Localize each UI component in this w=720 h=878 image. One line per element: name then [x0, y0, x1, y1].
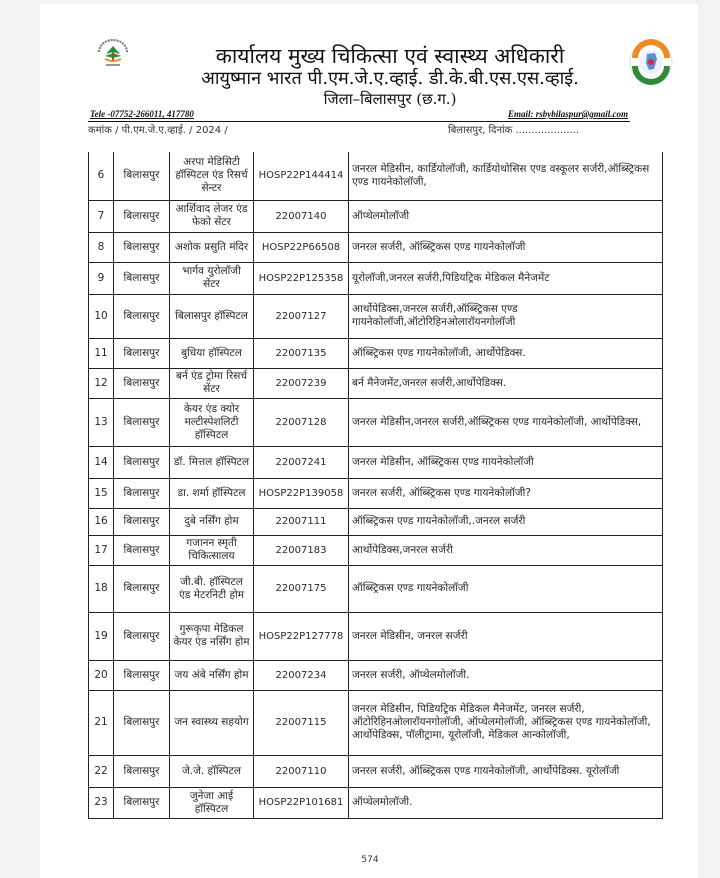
- serial-number-cell: 8: [89, 232, 114, 262]
- hospital-name-cell: जे.जे. हॉस्पिटल: [170, 755, 254, 787]
- specialities-cell: जनरल सर्जरी, ऑप्थेलमोलॉजी.: [349, 660, 663, 690]
- hospital-name-cell: गुरूकृपा मेडिकल केयर एंड नर्सिंग होम: [170, 612, 254, 660]
- hospital-name-cell: आर्शिवाद लेजर एंड फेको सेंटर: [170, 200, 254, 232]
- page-number: 574: [361, 855, 379, 865]
- serial-number-cell: 6: [89, 152, 114, 200]
- hospital-code-cell: 22007110: [254, 755, 349, 787]
- district-cell: बिलासपुर: [114, 294, 170, 338]
- specialities-cell: आर्थोपेडिक्स,जनरल सर्जरी: [349, 535, 663, 565]
- serial-number-cell: 13: [89, 398, 114, 446]
- reference-number: कमांक / पी.एम.जे.ए.व्हाई. / 2024 /: [88, 125, 228, 136]
- table-row: [89, 660, 663, 690]
- hospital-name-cell: बर्न एंड ट्रोमा रिसर्च सेंटर: [170, 368, 254, 398]
- document-page: [40, 4, 698, 878]
- district-cell: बिलासपुर: [114, 787, 170, 818]
- hospital-code-cell: 22007175: [254, 565, 349, 612]
- district-cell: बिलासपुर: [114, 755, 170, 787]
- serial-number-cell: 14: [89, 446, 114, 478]
- hospital-code-cell: 22007111: [254, 508, 349, 535]
- hospital-name-cell: दुबे नर्सिंग होम: [170, 508, 254, 535]
- hospital-name-cell: जन स्वास्थ्य सहयोग: [170, 690, 254, 755]
- serial-number-cell: 7: [89, 200, 114, 232]
- table-row: [89, 294, 663, 338]
- hospital-name-cell: बुधिया हॉस्पिटल: [170, 338, 254, 368]
- serial-number-cell: 9: [89, 262, 114, 294]
- serial-number-cell: 16: [89, 508, 114, 535]
- serial-number-cell: 12: [89, 368, 114, 398]
- hospital-code-cell: HOSP22P139058: [254, 478, 349, 508]
- office-title: कार्यालय मुख्य चिकित्सा एवं स्वास्थ्य अधिकारी: [215, 44, 565, 68]
- hospital-code-cell: 22007115: [254, 690, 349, 755]
- specialities-cell: आर्थोपेडिक्स,जनरल सर्जरी,ऑब्स्ट्रिकस एण्ड गायनेकोलॉजी,ऑटोरिहिनओलारॉयनगोलॉजी: [349, 294, 663, 338]
- district-cell: बिलासपुर: [114, 200, 170, 232]
- hospital-name-cell: डॉ. मित्तल हॉस्पिटल: [170, 446, 254, 478]
- table-row: [89, 690, 663, 755]
- hospital-code-cell: 22007140: [254, 200, 349, 232]
- hospital-code-cell: HOSP22P127778: [254, 612, 349, 660]
- serial-number-cell: 21: [89, 690, 114, 755]
- hospital-code-cell: HOSP22P66508: [254, 232, 349, 262]
- serial-number-cell: 18: [89, 565, 114, 612]
- specialities-cell: जनरल मेडिसीन,जनरल सर्जरी,ऑब्स्ट्रिकस एण्ड गायनेकोलॉजी, आर्थोपेडिक्स,: [349, 398, 663, 446]
- specialities-cell: यूरोलॉजी,जनरल सर्जरी,पिडियट्रिक मेडिकल मैनेजमेंट: [349, 262, 663, 294]
- hospital-name-cell: केयर एंड क्योर मल्टीस्पेशलिटी हॉस्पिटल: [170, 398, 254, 446]
- hospital-code-cell: 22007241: [254, 446, 349, 478]
- specialities-cell: ऑब्स्ट्रिकस एण्ड गायनेकोलॉजी,.जनरल सर्जरी: [349, 508, 663, 535]
- specialities-cell: ऑप्थेलमोलॉजी.: [349, 787, 663, 818]
- specialities-cell: ऑब्स्ट्रिकस एण्ड गायनेकोलॉजी: [349, 565, 663, 612]
- table-row: [89, 398, 663, 446]
- district-cell: बिलासपुर: [114, 368, 170, 398]
- district-cell: बिलासपुर: [114, 690, 170, 755]
- table-row: [89, 478, 663, 508]
- hospital-name-cell: बिलासपुर हॉस्पिटल: [170, 294, 254, 338]
- specialities-cell: जनरल मेडिसीन, जनरल सर्जरी: [349, 612, 663, 660]
- district-title: जिला–बिलासपुर (छ.ग.): [323, 90, 457, 108]
- specialities-cell: जनरल सर्जरी, ऑब्स्ट्रिकस एण्ड गायनेकोलॉजी?: [349, 478, 663, 508]
- specialities-cell: जनरल मेडिसीन, पिडियट्रिक मेडिकल मैनेजमेंट, जनरल सर्जरी, ऑटोरिहिनओलारॉयनगोलॉजी, ऑप्थेलमोलॉजी, ऑब्स्ट्रिकस एण्ड गायनेकोलॉजी, आर्थोपेडिक्स, पॉलीट्रामा, यूरोलॉजी, मेडिकल आन्कोलॉजी,: [349, 690, 663, 755]
- table-row: [89, 787, 663, 818]
- hospital-code-cell: 22007234: [254, 660, 349, 690]
- hospital-code-cell: HOSP22P101681: [254, 787, 349, 818]
- table-row: [89, 152, 663, 200]
- hospital-name-cell: जय अंबे नर्सिंग होम: [170, 660, 254, 690]
- hospital-name-cell: अशोक प्रसुति मंदिर: [170, 232, 254, 262]
- table-row: [89, 612, 663, 660]
- specialities-cell: जनरल सर्जरी, ऑब्स्ट्रिकस एण्ड गायनेकोलॉजी, आर्थोपेडिक्स. यूरोलॉजी: [349, 755, 663, 787]
- table-row: [89, 262, 663, 294]
- district-cell: बिलासपुर: [114, 338, 170, 368]
- hospital-name-cell: डा. शर्मा हॉस्पिटल: [170, 478, 254, 508]
- table-row: [89, 535, 663, 565]
- hospital-name-cell: गजानन स्मृती चिकित्सालय: [170, 535, 254, 565]
- table-row: [89, 338, 663, 368]
- specialities-cell: जनरल सर्जरी, ऑब्स्ट्रिकस एण्ड गायनेकोलॉजी: [349, 232, 663, 262]
- district-cell: बिलासपुर: [114, 508, 170, 535]
- district-cell: बिलासपुर: [114, 478, 170, 508]
- serial-number-cell: 10: [89, 294, 114, 338]
- district-cell: बिलासपुर: [114, 232, 170, 262]
- hospital-name-cell: अरपा मेडिसिटी हॉस्पिटल एंड रिसर्च सेन्टर: [170, 152, 254, 200]
- serial-number-cell: 19: [89, 612, 114, 660]
- email-address: Email: rsbybilaspur@gmail.com: [508, 109, 628, 119]
- hospital-name-cell: भार्गव युरोलॉजी सेंटर: [170, 262, 254, 294]
- district-cell: बिलासपुर: [114, 565, 170, 612]
- chhattisgarh-health-seal-icon: [628, 36, 674, 88]
- table-row: [89, 508, 663, 535]
- serial-number-cell: 20: [89, 660, 114, 690]
- hospital-code-cell: HOSP22P125358: [254, 262, 349, 294]
- serial-number-cell: 15: [89, 478, 114, 508]
- table-row: [89, 200, 663, 232]
- district-cell: बिलासपुर: [114, 398, 170, 446]
- scheme-title: आयुष्मान भारत पी.एम.जे.ए.व्हाई. डी.के.बी.एस.एस.व्हाई.: [201, 68, 579, 89]
- specialities-cell: जनरल मेडिसीन, ऑब्स्ट्रिकस एण्ड गायनेकोलॉजी: [349, 446, 663, 478]
- serial-number-cell: 11: [89, 338, 114, 368]
- hospital-name-cell: जी.बी. हॉस्पिटल एंड मेटरनिटी होम: [170, 565, 254, 612]
- specialities-cell: ऑप्थेलमोलॉजी: [349, 200, 663, 232]
- specialities-cell: ऑब्स्ट्रिकस एण्ड गायनेकोलॉजी, आर्थोपेडिक्स.: [349, 338, 663, 368]
- table-row: [89, 755, 663, 787]
- district-cell: बिलासपुर: [114, 660, 170, 690]
- table-row: [89, 368, 663, 398]
- hospital-code-cell: 22007183: [254, 535, 349, 565]
- ayushman-bharat-logo-icon: [93, 38, 133, 72]
- hospital-code-cell: 22007239: [254, 368, 349, 398]
- district-cell: बिलासपुर: [114, 262, 170, 294]
- district-cell: बिलासपुर: [114, 612, 170, 660]
- hospital-code-cell: 22007135: [254, 338, 349, 368]
- table-row: [89, 565, 663, 612]
- hospital-name-cell: जुनेजा आई हॉस्पिटल: [170, 787, 254, 818]
- serial-number-cell: 23: [89, 787, 114, 818]
- table-row: [89, 446, 663, 478]
- hospital-list-table: [88, 152, 663, 819]
- specialities-cell: बर्न मैनेजमेंट,जनरल सर्जरी,आर्थोपेडिक्स.: [349, 368, 663, 398]
- telephone-number: Tele -07752-266011, 417780: [90, 109, 194, 119]
- district-cell: बिलासपुर: [114, 152, 170, 200]
- hospital-code-cell: HOSP22P144414: [254, 152, 349, 200]
- district-cell: बिलासपुर: [114, 446, 170, 478]
- specialities-cell: जनरल मेडिसीन, कार्डियोलॉजी, कार्डियोथोसिस एण्ड वस्कूलर सर्जरी,ऑब्स्ट्रिकस एण्ड गायनेकोलॉजी,: [349, 152, 663, 200]
- place-and-date: बिलासपुर, दिनांक ....................: [448, 125, 580, 136]
- serial-number-cell: 17: [89, 535, 114, 565]
- hospital-code-cell: 22007127: [254, 294, 349, 338]
- serial-number-cell: 22: [89, 755, 114, 787]
- hospital-code-cell: 22007128: [254, 398, 349, 446]
- district-cell: बिलासपुर: [114, 535, 170, 565]
- table-row: [89, 232, 663, 262]
